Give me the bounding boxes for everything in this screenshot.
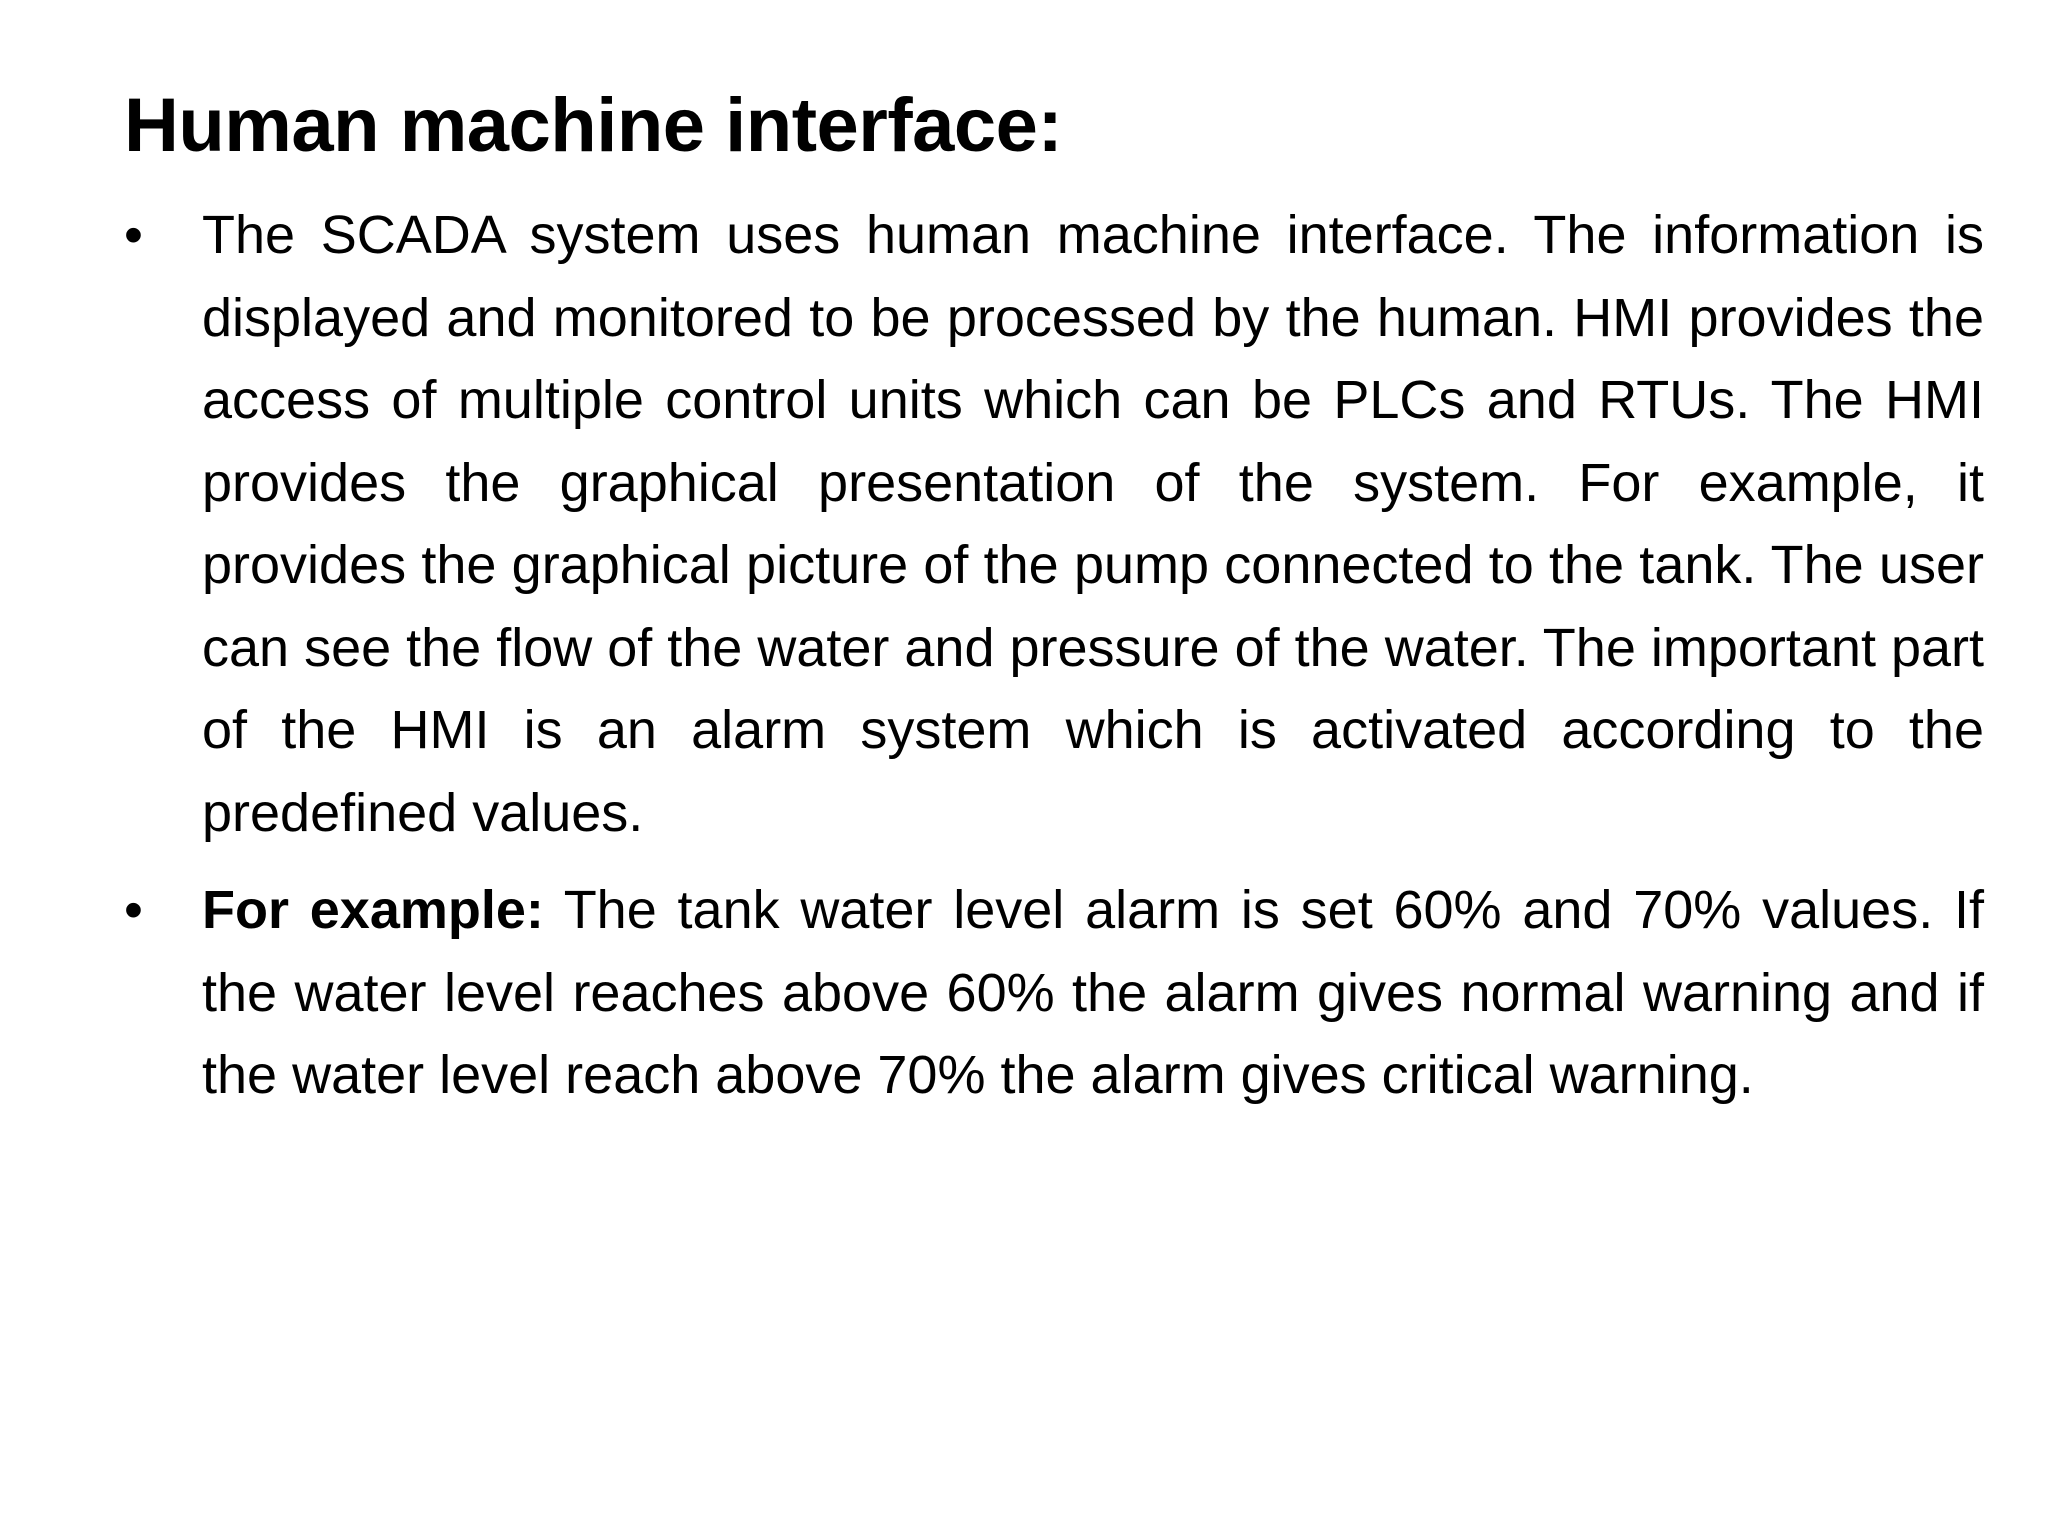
bullet-text: The tank water level alarm is set 60% and 70% values. If the water level reaches above 60% the alarm gives normal warning and if the water level reach above 70% the alarm gives critical warning. xyxy=(202,880,1984,1105)
bullet-text: The SCADA system uses human machine interface. The information is displayed and monitored to be processed by the human. HMI provides the access of multiple control units which can be PLCs and RTUs. The HMI provides the graphical presentation of the system. For example, it provides the graphical picture of the pump connected to the tank. The user can see the flow of the water and pressure of the water. The important part of the HMI is an alarm system which is activated according to the predefined values. xyxy=(202,205,1984,843)
bullet-marker: • xyxy=(124,205,143,265)
bullet-item-example xyxy=(124,869,1984,1117)
slide-title: Human machine interface: xyxy=(124,83,1063,168)
bullet-item-hmi-description xyxy=(124,194,1984,854)
bullet-marker: • xyxy=(124,880,143,940)
bullet-list xyxy=(124,194,1984,1117)
bullet-lead-in: For example: xyxy=(202,880,544,940)
